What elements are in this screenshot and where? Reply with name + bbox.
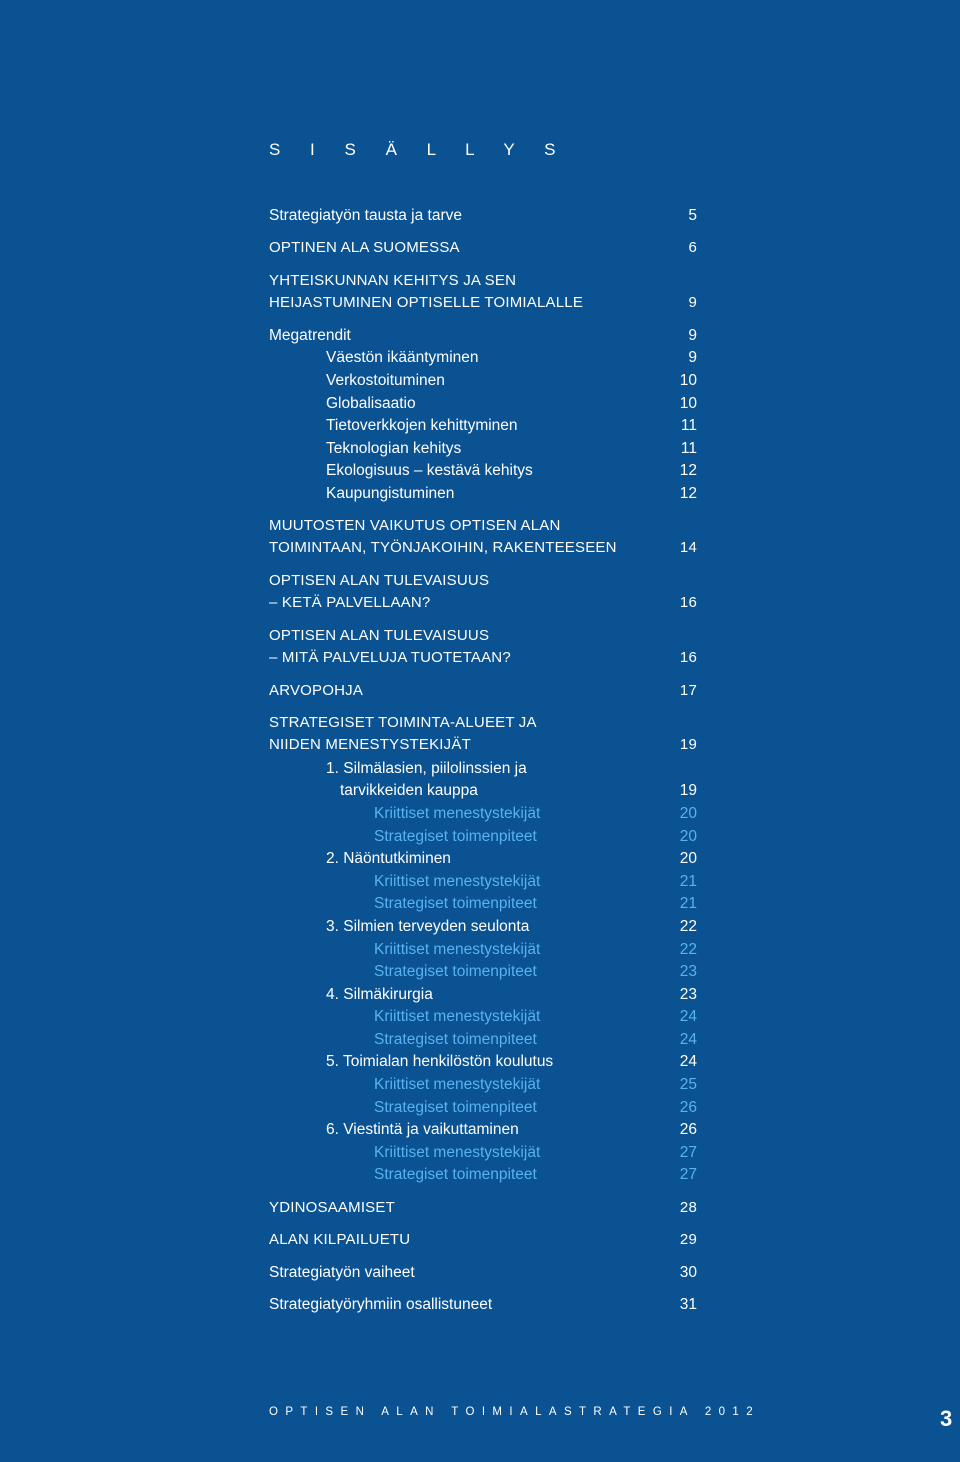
toc-entry[interactable]: Strategiatyön tausta ja tarve 5 bbox=[269, 207, 697, 224]
toc-entry[interactable]: Kriittiset menestystekijät 21 bbox=[374, 873, 697, 890]
toc-entry[interactable]: OPTISEN ALAN TULEVAISUUS – KETÄ PALVELLAAN? 16 bbox=[269, 572, 697, 611]
toc-entry[interactable]: 1. Silmälasien, piilolinssien ja tarvikkeiden kauppa 19 bbox=[326, 760, 697, 799]
toc-entry[interactable]: OPTISEN ALAN TULEVAISUUS – MITÄ PALVELUJA TUOTETAAN? 16 bbox=[269, 627, 697, 666]
toc-entry[interactable]: OPTINEN ALA SUOMESSA 6 bbox=[269, 239, 697, 256]
toc-entry[interactable]: ALAN KILPAILUETU 29 bbox=[269, 1231, 697, 1248]
footer-running-title: OPTISEN ALAN TOIMIALASTRATEGIA 2012 bbox=[269, 1406, 761, 1418]
toc-entry[interactable]: Kaupungistuminen 12 bbox=[326, 485, 697, 502]
toc-entry[interactable]: 5. Toimialan henkilöstön koulutus 24 bbox=[326, 1053, 697, 1070]
toc-entry[interactable]: Megatrendit 9 bbox=[269, 327, 697, 344]
toc-entry[interactable]: Strategiset toimenpiteet 20 bbox=[374, 828, 697, 845]
toc-entry[interactable]: Strategiatyöryhmiin osallistuneet 31 bbox=[269, 1296, 697, 1313]
toc-entry[interactable]: Väestön ikääntyminen 9 bbox=[326, 349, 697, 366]
toc-entry[interactable]: YDINOSAAMISET 28 bbox=[269, 1199, 697, 1216]
toc-entry[interactable]: Strategiset toimenpiteet 27 bbox=[374, 1166, 697, 1183]
toc-entry[interactable]: 4. Silmäkirurgia 23 bbox=[326, 986, 697, 1003]
toc-entry[interactable]: Teknologian kehitys 11 bbox=[326, 440, 697, 457]
toc-entry[interactable]: Kriittiset menestystekijät 24 bbox=[374, 1008, 697, 1025]
toc-entry[interactable]: Strategiatyön vaiheet 30 bbox=[269, 1264, 697, 1281]
toc-entry[interactable]: Verkostoituminen 10 bbox=[326, 372, 697, 389]
toc-entry[interactable]: Globalisaatio 10 bbox=[326, 395, 697, 412]
toc-entry[interactable]: Kriittiset menestystekijät 25 bbox=[374, 1076, 697, 1093]
toc-entry[interactable]: MUUTOSTEN VAIKUTUS OPTISEN ALAN TOIMINTAAN, TYÖNJAKOIHIN, RAKENTEESEEN 14 bbox=[269, 517, 697, 556]
toc-entry[interactable]: Strategiset toimenpiteet 21 bbox=[374, 895, 697, 912]
toc-entry[interactable]: 3. Silmien terveyden seulonta 22 bbox=[326, 918, 697, 935]
toc-entry[interactable]: Kriittiset menestystekijät 27 bbox=[374, 1144, 697, 1161]
toc-entry[interactable]: STRATEGISET TOIMINTA-ALUEET JA NIIDEN MENESTYSTEKIJÄT 19 bbox=[269, 714, 697, 753]
toc-entry[interactable]: 6. Viestintä ja vaikuttaminen 26 bbox=[326, 1121, 697, 1138]
page-title: S I S Ä L L Y S bbox=[269, 140, 569, 159]
toc-entry[interactable]: YHTEISKUNNAN KEHITYS JA SEN HEIJASTUMINEN OPTISELLE TOIMIALALLE 9 bbox=[269, 272, 697, 311]
toc-entry[interactable]: ARVOPOHJA 17 bbox=[269, 682, 697, 699]
toc-entry[interactable]: Ekologisuus – kestävä kehitys 12 bbox=[326, 462, 697, 479]
toc-entry[interactable]: Tietoverkkojen kehittyminen 11 bbox=[326, 417, 697, 434]
toc-entry[interactable]: Strategiset toimenpiteet 26 bbox=[374, 1099, 697, 1116]
toc-entry[interactable]: 2. Näöntutkiminen 20 bbox=[326, 850, 697, 867]
toc-entry[interactable]: Strategiset toimenpiteet 24 bbox=[374, 1031, 697, 1048]
toc-entry[interactable]: Strategiset toimenpiteet 23 bbox=[374, 963, 697, 980]
toc-entry[interactable]: Kriittiset menestystekijät 22 bbox=[374, 941, 697, 958]
page-number: 3 bbox=[940, 1406, 953, 1431]
toc-entry[interactable]: Kriittiset menestystekijät 20 bbox=[374, 805, 697, 822]
